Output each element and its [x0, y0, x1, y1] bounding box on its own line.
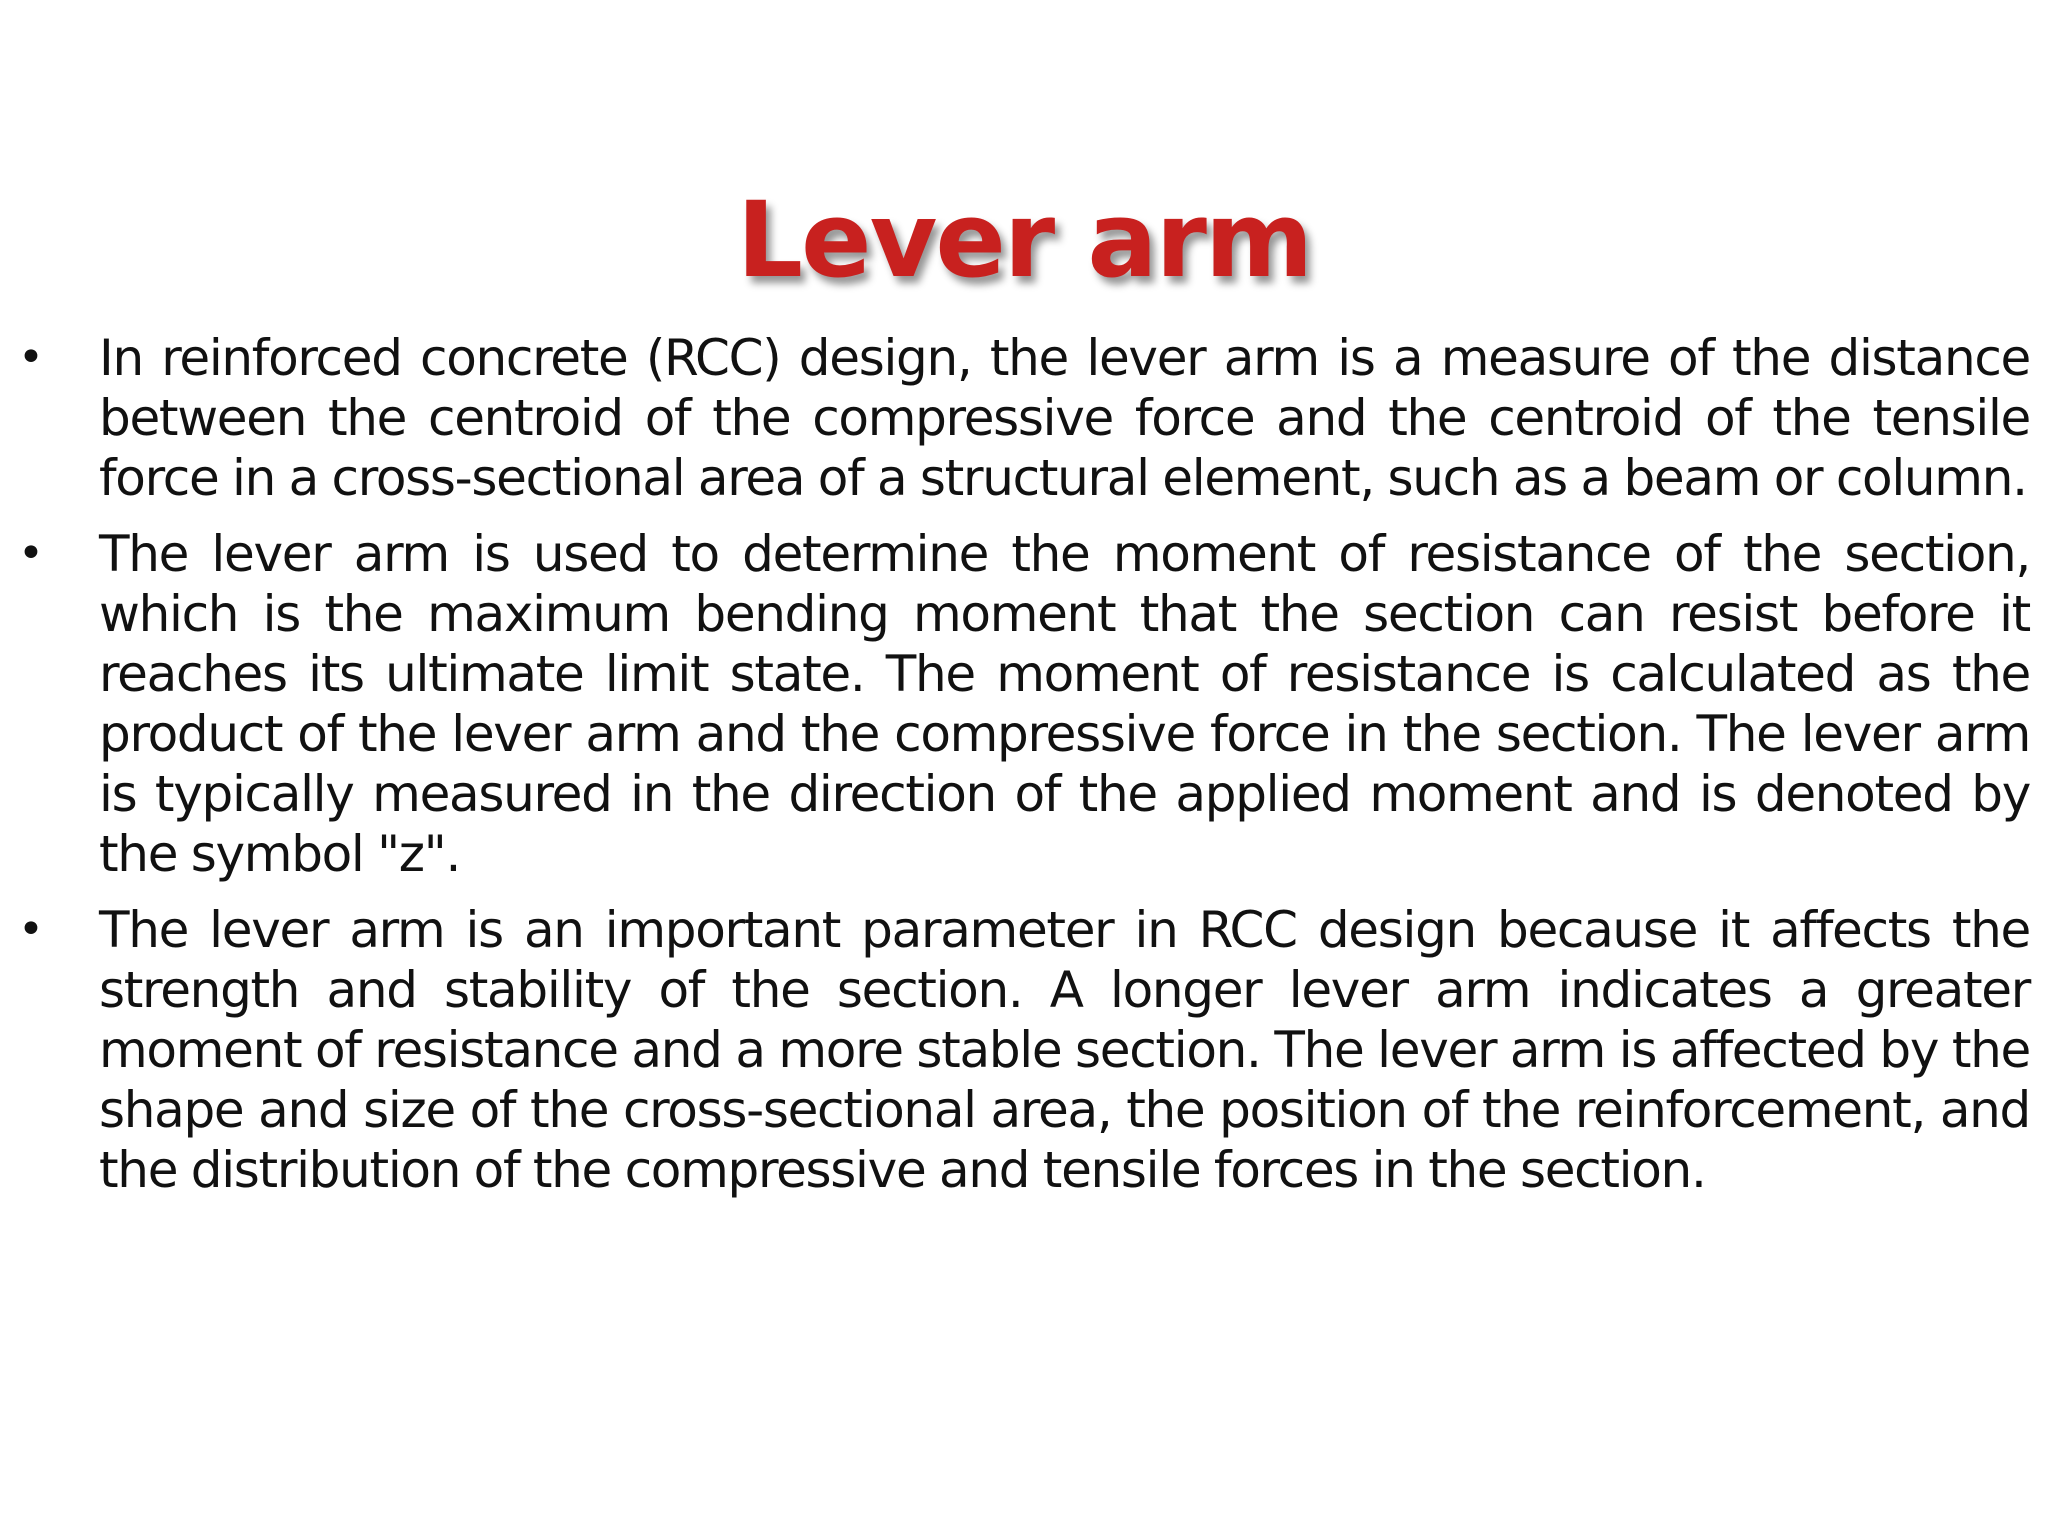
bullet-item	[18, 328, 2030, 508]
bullet-text: The lever arm is an important parameter in RCC design because it affects the strength and stability of the section. A longer lever arm indicates a greater moment of resistance and a more stable section. The lever arm is affected by the shape and size of the cross-sectional area, the position of the reinforcement, and the distribution of the compressive and tensile forces in the section.	[99, 901, 2030, 1199]
bullet-dot-icon: •	[18, 904, 44, 955]
bullet-dot-icon: •	[18, 332, 44, 383]
slide-title: Lever arm	[736, 178, 1312, 301]
bullet-dot-icon: •	[18, 528, 44, 579]
bullet-text: The lever arm is used to determine the moment of resistance of the section, which is the maximum bending moment that the section can resist before it reaches its ultimate limit state. The moment of resistance is calculated as the product of the lever arm and the compressive force in the section. The lever arm is typically measured in the direction of the applied moment and is denoted by the symbol "z".	[99, 525, 2030, 883]
bullet-item	[18, 524, 2030, 884]
bullet-text: In reinforced concrete (RCC) design, the lever arm is a measure of the distance between the centroid of the compressive force and the centroid of the tensile force in a cross-sectional area of a structural element, such as a beam or column.	[99, 329, 2030, 507]
bullet-list	[18, 328, 2030, 1216]
bullet-item	[18, 900, 2030, 1200]
